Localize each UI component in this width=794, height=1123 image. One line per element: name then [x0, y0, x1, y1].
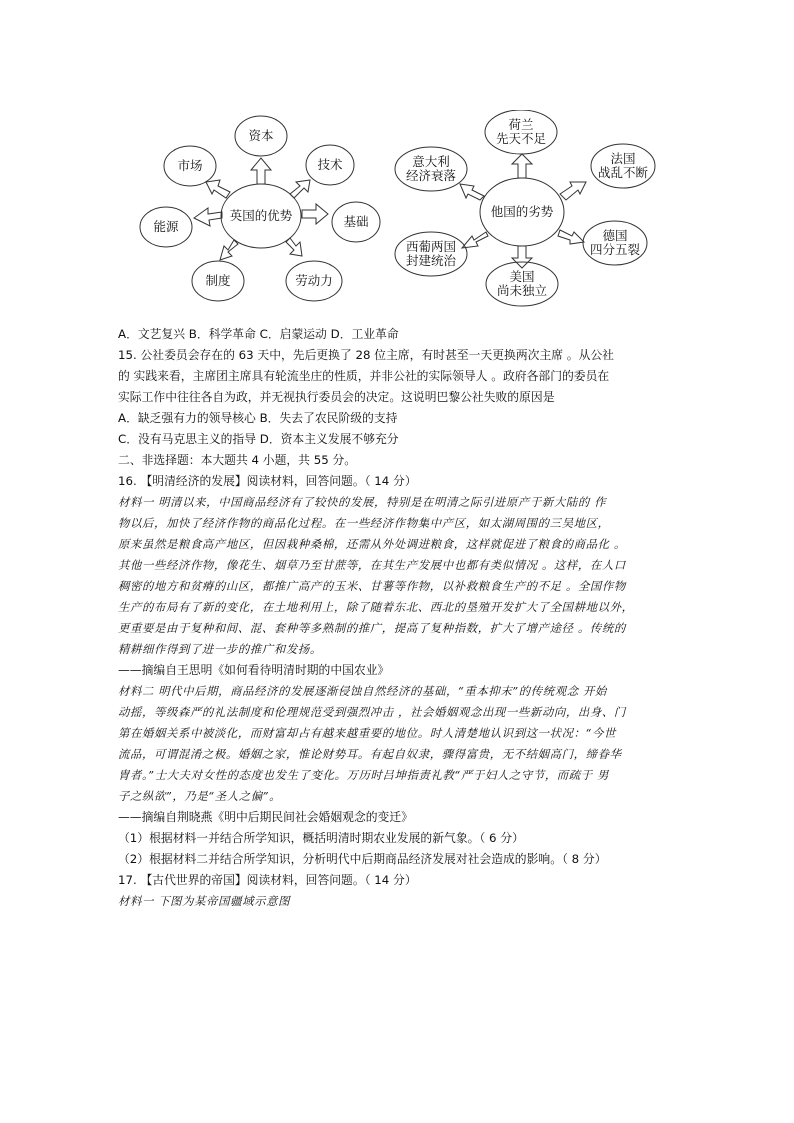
node-market: 市场: [177, 157, 203, 173]
q16-material2-line: 第在婚姻关系中被淡化，而财富却占有越来越重要的地位。时人清楚地认识到这一状况：“今世: [118, 726, 617, 740]
q16-material1-line: 生产的布局有了新的变化，在土地利用上，除了随着东北、西北的垦殖开发扩大了全国耕地以外，: [118, 600, 634, 614]
q16-source2: ——摘编自荆晓燕《明中后期民间社会婚姻观念的变迁》: [118, 810, 413, 824]
q16-material2-line: 材料二 明代中后期，商品经济的发展逐渐侵蚀自然经济的基础，“重本抑末”的传统观念 开始: [118, 684, 607, 698]
node-america: 美国 尚未独立: [496, 268, 547, 298]
q17-title: 17. 【古代世界的帝国】阅读材料，回答问题。（ 14 分）: [118, 873, 417, 887]
node-italy: 意大利 经济衰落: [405, 153, 456, 183]
node-france: 法国 战乱不断: [597, 150, 648, 180]
q15-options-cd: C．没有马克思主义的指导 D．资本主义发展不够充分: [118, 432, 399, 446]
q14-options: A．文艺复兴 B．科学革命 C．启蒙运动 D．工业革命: [118, 327, 399, 341]
q15-line2: 的 实践来看，主席团主席具有轮流坐庄的性质，并非公社的实际领导人 。政府各部门的委员在: [118, 369, 610, 383]
other-countries-disadvantages-diagram: [390, 110, 660, 310]
q16-title: 16. 【明清经济的发展】阅读材料，回答问题。（ 14 分）: [118, 474, 417, 488]
q16-material1-line: 其他一些经济作物，像花生、烟草乃至甘蔗等，在其生产发展中也都有类似情况 。这样，在人口: [118, 558, 626, 572]
node-germany: 德国 四分五裂: [589, 227, 640, 257]
q16-material1-line: 物以后，加快了经济作物的商品化过程。在一些经济作物集中产区，如太湖周围的三吴地区，: [118, 516, 610, 530]
node-foundation: 基础: [343, 213, 369, 229]
england-advantages-diagram: [130, 110, 390, 310]
question-content: [118, 324, 678, 912]
q16-ask1: （1）根据材料一并结合所学知识，概括明清时期农业发展的新气象。（ 6 分）: [118, 831, 524, 845]
node-system: 制度: [205, 272, 231, 288]
q16-source1: ——摘编自王思明《如何看待明清时期的中国农业》: [118, 663, 390, 677]
node-energy: 能源: [153, 218, 179, 234]
q15-options-ab: A．缺乏强有力的领导核心 B．失去了农民阶级的支持: [118, 411, 398, 425]
q16-material1-line: 精耕细作得到了进一步的推广和发扬。: [118, 642, 322, 656]
center-node: 英国的优势: [229, 207, 293, 223]
section-2-heading: 二、非选择题：本大题共 4 小题，共 55 分。: [118, 453, 357, 467]
q16-material2-line: 胄者。”士大夫对女性的态度也发生了变化。万历时吕坤指责礼教“严于妇人之守节，而疏于 男: [118, 768, 609, 782]
node-technology: 技术: [317, 156, 343, 172]
q15-line3: 实际工作中往往各自为政，并无视执行委员会的决定。这说明巴黎公社失败的原因是: [118, 390, 555, 404]
q17-material1: 材料一 下图为某帝国疆域示意图: [118, 894, 291, 908]
node-netherlands: 荷兰 先天不足: [495, 116, 546, 146]
q16-ask2: （2）根据材料二并结合所学知识，分析明代中后期商品经济发展对社会造成的影响。（ 8 分）: [118, 852, 607, 866]
q16-material1-line: 材料一 明清以来，中国商品经济有了较快的发展，特别是在明清之际引进原产于新大陆的 作: [118, 495, 607, 509]
q16-material1-line: 稠密的地方和贫瘠的山区，都推广高产的玉米、甘薯等作物，以补救粮食生产的不足 。全国作物: [118, 579, 626, 593]
center-node: 他国的劣势: [490, 203, 554, 219]
q16-material1-line: 原来虽然是粮食高产地区，但因栽种桑棉，还需从外处调进粮食，这样就促进了粮食的商品化 。: [118, 537, 626, 551]
node-spain-portugal: 西葡两国 封建统治: [405, 238, 456, 268]
node-capital: 资本: [248, 127, 274, 143]
node-labor: 劳动力: [295, 272, 333, 288]
q16-material2-line: 流品，可谓混淆之极。婚姻之家，惟论财势耳。有起自奴隶，骤得富贵，无不结姻高门，缔眷华: [118, 747, 622, 761]
q15-line1: 15. 公社委员会存在的 63 天中，先后更换了 28 位主席，有时甚至一天更换两次主席 。从公社: [118, 348, 614, 362]
q16-material2-line: 动摇，等级森严的礼法制度和伦理规范受到强烈冲击 ，社会婚姻观念出现一些新动向，出身、门: [118, 705, 626, 719]
q16-material2-line: 子之纵欲”，乃是“圣人之偏”。: [118, 789, 282, 803]
q16-material1-line: 更重要是由于复种和间、混、套种等多熟制的推广，提高了复种指数，扩大了增产途径 。传统的: [118, 621, 626, 635]
